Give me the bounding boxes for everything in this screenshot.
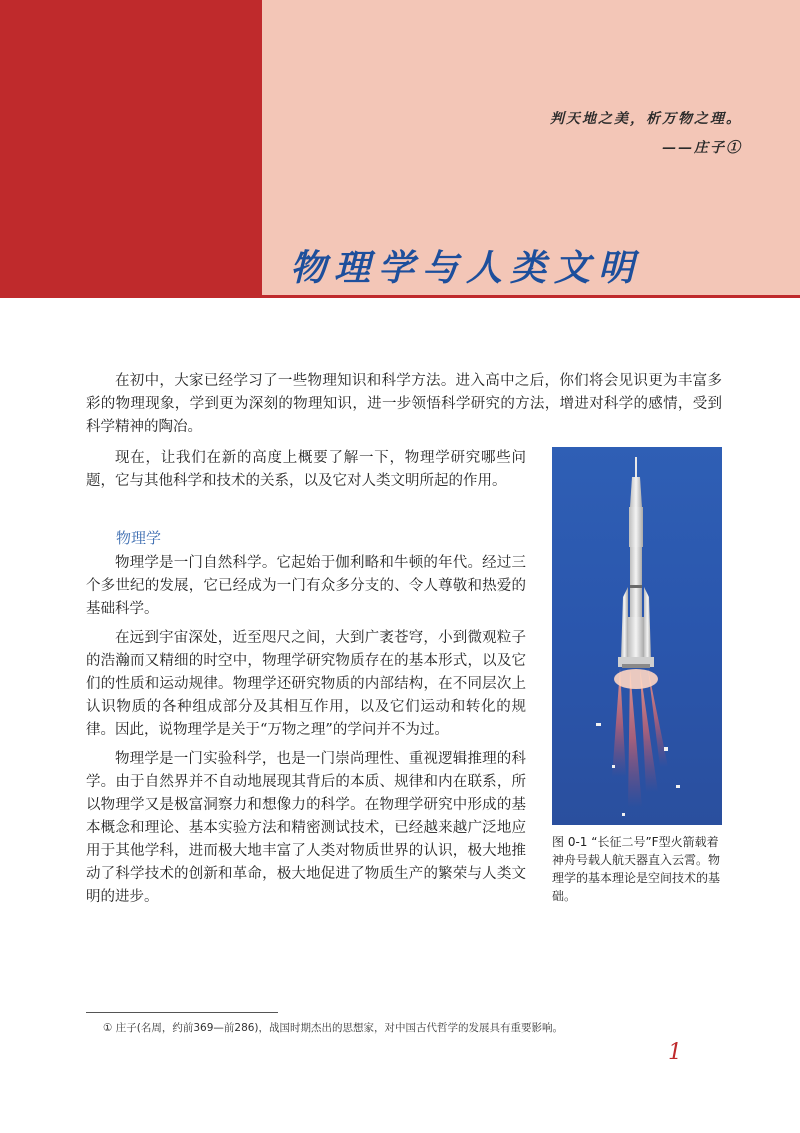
main-column bbox=[86, 447, 526, 915]
page-number: 1 bbox=[668, 1040, 682, 1065]
chapter-title: 物理学与人类文明 bbox=[290, 247, 643, 289]
chapter-header bbox=[0, 0, 800, 298]
figure-caption: 图 0-1 “长征二号”F型火箭载着神舟号载人航天器直入云霄。物理学的基本理论是空间技术的基础。 bbox=[552, 835, 721, 903]
rocket-illustration bbox=[552, 447, 722, 825]
footnote: ① 庄子(名周，约前369—前286)，战国时期杰出的思想家，对中国古代哲学的发展具有重要影响。 bbox=[103, 1022, 564, 1034]
paragraph-natural-science: 物理学是一门自然科学。它起始于伽利略和牛顿的年代。经过三个多世纪的发展，它已经成为一门有众多分支的、令人尊敬和热爱的基础科学。 bbox=[86, 555, 526, 617]
epigraph-quote: 判天地之美，析万物之理。 bbox=[550, 111, 742, 127]
paragraph-overview: 现在，让我们在新的高度上概要了解一下，物理学研究哪些问题，它与其他科学和技术的关系，以及它对人类文明所起的作用。 bbox=[86, 450, 526, 489]
paragraph-experimental-science: 物理学是一门实验科学，也是一门崇尚理性、重视逻辑推理的科学。由于自然界并不自动地展现其背后的本质、规律和内在联系，所以物理学又是极富洞察力和想像力的科学。在物理学研究中形成的基本概念和理论、基本实验方法和精密测试技术，已经越来越广泛地应用于其他学科，进而极大地丰富了人类对物质世界的认识，极大地推动了科学技术的创新和革命，极大地促进了物质生产的繁荣与人类文明的进步。 bbox=[86, 751, 526, 905]
paragraph-research-scope: 在远到宇宙深处，近至咫尺之间，大到广袤苍穹，小到微观粒子的浩瀚而又精细的时空中，物理学研究物质存在的基本形式，以及它们的性质和运动规律。物理学还研究物质的内部结构，在不同层次上认识物质的各种组成部分及其相互作用，以及它们运动和转化的规律。因此，说物理学是关于“万物之理”的学问并不为过。 bbox=[86, 630, 526, 738]
epigraph-attribution: ——庄子① bbox=[662, 140, 742, 156]
intro-paragraph: 在初中，大家已经学习了一些物理知识和科学方法。进入高中之后，你们将会见识更为丰富多彩的物理现象，学到更为深刻的物理知识，进一步领悟科学研究的方法，增进对科学的感情，受到科学精神的陶冶。 bbox=[86, 373, 722, 435]
footnote-rule bbox=[86, 1012, 278, 1013]
rocket-photo bbox=[552, 447, 722, 825]
header-red-panel bbox=[0, 0, 262, 298]
section-heading: 物理学 bbox=[116, 529, 162, 547]
exhaust-plume bbox=[612, 669, 668, 807]
header-divider bbox=[0, 295, 800, 298]
epigraph bbox=[550, 108, 742, 157]
rocket bbox=[618, 457, 654, 668]
